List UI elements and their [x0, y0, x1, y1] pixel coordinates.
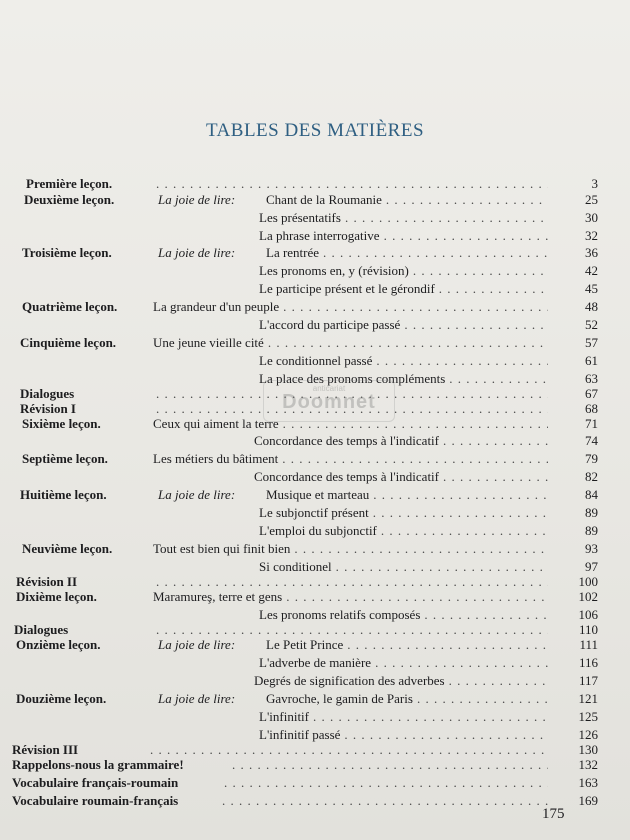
toc-entry — [259, 353, 552, 369]
toc-row — [0, 637, 630, 655]
toc-entry-title: Les métiers du bâtiment — [153, 451, 279, 466]
dot-leader — [413, 263, 548, 279]
page-title: TABLES DES MATIÈRES — [205, 120, 425, 141]
toc-page-number: 63 — [585, 371, 598, 386]
toc-page-number: 100 — [578, 574, 598, 589]
toc-entry — [259, 210, 552, 226]
dot-leader — [156, 622, 548, 638]
toc-page-number: 82 — [585, 469, 598, 484]
toc-row — [0, 589, 630, 607]
dot-leader — [336, 559, 548, 575]
dot-leader — [344, 727, 548, 743]
toc-page-number: 68 — [585, 401, 598, 416]
toc-row — [0, 299, 630, 317]
watermark-small-text: anticariat — [312, 384, 346, 393]
toc-entry-title: Maramureş, terre et gens — [153, 589, 283, 604]
toc-entry-title: Musique et marteau — [266, 487, 370, 502]
toc-entry — [152, 176, 552, 192]
toc-entry-title: Concordance des temps à l'indicatif — [254, 433, 440, 448]
toc-entry-title: Concordance des temps à l'indicatif — [254, 469, 440, 484]
watermark-stamp — [263, 380, 395, 422]
toc-page-number: 3 — [591, 176, 598, 191]
toc-row — [0, 353, 630, 371]
toc-row — [0, 487, 630, 505]
toc-entry-title: Les pronoms en, y (révision) — [259, 263, 409, 278]
toc-entry — [254, 433, 552, 449]
dot-leader — [449, 371, 548, 387]
toc-page-number: 71 — [585, 416, 598, 431]
toc-entry-title: L'adverbe de manière — [259, 655, 372, 670]
toc-lesson-label: Révision II — [16, 574, 78, 589]
toc-entry-title: Le conditionnel passé — [259, 353, 373, 368]
toc-page-number: 121 — [578, 691, 598, 706]
toc-entry-title: Les pronoms relatifs composés — [259, 607, 421, 622]
toc-page-number: 117 — [578, 673, 598, 688]
dot-leader — [150, 742, 548, 758]
toc-row — [0, 793, 630, 811]
toc-lesson-label: Cinquième leçon. — [20, 335, 117, 350]
toc-entry — [259, 607, 552, 623]
toc-lesson-label: Dialogues — [20, 386, 75, 401]
dot-leader — [232, 757, 548, 773]
toc-page-number: 30 — [585, 210, 598, 225]
dot-leader — [268, 335, 548, 351]
dot-leader — [386, 192, 548, 208]
toc-row — [0, 655, 630, 673]
toc-entry-title: Le Petit Prince — [266, 637, 344, 652]
dot-leader — [373, 505, 548, 521]
toc-page-number: 163 — [578, 775, 598, 790]
toc-lesson-label: Révision I — [20, 401, 76, 416]
toc-page-number: 42 — [585, 263, 598, 278]
toc-row — [0, 245, 630, 263]
toc-entry-title: Les présentatifs — [259, 210, 341, 225]
toc-row — [0, 505, 630, 523]
toc-entry-title: Si conditionel — [259, 559, 332, 574]
toc-entry — [153, 299, 552, 315]
toc-row — [0, 263, 630, 281]
toc-row — [0, 451, 630, 469]
toc-page-number: 89 — [585, 523, 598, 538]
dot-leader — [376, 353, 548, 369]
toc-row — [0, 317, 630, 335]
toc-row — [0, 281, 630, 299]
toc-row — [0, 775, 630, 793]
toc-entry — [152, 574, 552, 590]
dot-leader — [283, 299, 548, 315]
toc-entry — [259, 559, 552, 575]
toc-lesson-label: Septième leçon. — [22, 451, 108, 466]
toc-page-number: 97 — [585, 559, 598, 574]
toc-page-number: 52 — [585, 317, 598, 332]
toc-page-number: 48 — [585, 299, 598, 314]
toc-reading-prefix: La joie de lire: — [158, 637, 236, 652]
toc-entry — [259, 317, 552, 333]
toc-lesson-label: Deuxième leçon. — [24, 192, 115, 207]
toc-entry — [259, 281, 552, 297]
toc-lesson-label: Vocabulaire roumain-français — [12, 793, 179, 808]
toc-entry — [266, 637, 552, 653]
toc-entry — [259, 263, 552, 279]
toc-page-number: 116 — [578, 655, 598, 670]
dot-leader — [417, 691, 548, 707]
dot-leader — [439, 281, 548, 297]
toc-row — [0, 709, 630, 727]
toc-entry-title: La grandeur d'un peuple — [153, 299, 280, 314]
toc-entry-title: L'infinitif passé — [259, 727, 341, 742]
toc-page-number: 102 — [578, 589, 598, 604]
toc-row — [0, 691, 630, 709]
toc-page-number: 111 — [579, 637, 598, 652]
toc-page-number: 57 — [585, 335, 598, 350]
toc-lesson-label: Rappelons-nous la grammaire! — [12, 757, 184, 772]
toc-entry-title: La phrase interrogative — [259, 228, 380, 243]
dot-leader — [294, 541, 548, 557]
dot-leader — [424, 607, 548, 623]
toc-row — [0, 523, 630, 541]
toc-entry — [266, 245, 552, 261]
toc-entry — [153, 335, 552, 351]
toc-row — [0, 335, 630, 353]
toc-entry — [153, 541, 552, 557]
toc-page-number: 79 — [585, 451, 598, 466]
toc-page-number: 32 — [585, 228, 598, 243]
dot-leader — [222, 793, 548, 809]
toc-entry-title: Ceux qui aiment la terre — [153, 416, 279, 431]
toc-entry — [218, 793, 552, 809]
toc-page-number: 36 — [585, 245, 598, 260]
toc-page-number: 89 — [585, 505, 598, 520]
toc-row — [0, 757, 630, 775]
toc-entry — [259, 228, 552, 244]
toc-lesson-label: Troisième leçon. — [22, 245, 112, 260]
toc-reading-prefix: La joie de lire: — [158, 192, 236, 207]
toc-entry-title: L'emploi du subjonctif — [259, 523, 377, 538]
toc-page-number: 93 — [585, 541, 598, 556]
toc-entry-title: L'accord du participe passé — [259, 317, 401, 332]
toc-row — [0, 192, 630, 210]
toc-entry — [266, 487, 552, 503]
toc-page-number: 126 — [578, 727, 598, 742]
toc-lesson-label: Douzième leçon. — [16, 691, 107, 706]
toc-page-number: 84 — [585, 487, 598, 502]
toc-page-number: 25 — [585, 192, 598, 207]
dot-leader — [375, 655, 548, 671]
toc-lesson-label: Sixième leçon. — [22, 416, 101, 431]
dot-leader — [313, 709, 548, 725]
dot-leader — [381, 523, 548, 539]
dot-leader — [443, 433, 548, 449]
toc-entry-title: Tout est bien qui finit bien — [153, 541, 291, 556]
toc-page-number: 130 — [578, 742, 598, 757]
dot-leader — [347, 637, 548, 653]
page-number: 175 — [542, 806, 565, 822]
toc-entry — [153, 451, 552, 467]
toc-row — [0, 210, 630, 228]
toc-reading-prefix: La joie de lire: — [158, 245, 236, 260]
dot-leader — [286, 589, 548, 605]
toc-lesson-label: Dixième leçon. — [16, 589, 97, 604]
dot-leader — [443, 469, 548, 485]
dot-leader — [156, 574, 548, 590]
toc-row — [0, 433, 630, 451]
toc-entry — [254, 673, 552, 689]
toc-entry — [254, 469, 552, 485]
toc-lesson-label: Dialogues — [14, 622, 69, 637]
dot-leader — [404, 317, 548, 333]
dot-leader — [224, 775, 548, 791]
toc-row — [0, 673, 630, 691]
toc-entry-title: La rentrée — [266, 245, 320, 260]
toc-page-number: 74 — [585, 433, 598, 448]
toc-page-number: 61 — [585, 353, 598, 368]
toc-entry — [266, 691, 552, 707]
toc-entry — [259, 727, 552, 743]
toc-lesson-label: Neuvième leçon. — [22, 541, 113, 556]
toc-page-number: 67 — [585, 386, 598, 401]
toc-entry — [228, 757, 552, 773]
toc-lesson-label: Quatrième leçon. — [22, 299, 118, 314]
toc-lesson-label: Première leçon. — [26, 176, 113, 191]
toc-entry-title: Gavroche, le gamin de Paris — [266, 691, 413, 706]
toc-entry — [146, 742, 552, 758]
toc-lesson-label: Onzième leçon. — [16, 637, 101, 652]
toc-entry-title: Le subjonctif présent — [259, 505, 369, 520]
dot-leader — [156, 176, 548, 192]
watermark-big-text: Doomnet — [282, 391, 376, 413]
toc-page-number: 125 — [578, 709, 598, 724]
toc-entry — [153, 589, 552, 605]
dot-leader — [373, 487, 548, 503]
dot-leader — [323, 245, 548, 261]
toc-reading-prefix: La joie de lire: — [158, 691, 236, 706]
toc-page-number: 106 — [578, 607, 598, 622]
toc-entry — [259, 505, 552, 521]
toc-entry-title: Chant de la Roumanie — [266, 192, 382, 207]
dot-leader — [449, 673, 548, 689]
toc-page-number: 132 — [578, 757, 598, 772]
toc-entry-title: Le participe présent et le gérondif — [259, 281, 435, 296]
toc-entry-title: Une jeune vieille cité — [153, 335, 264, 350]
toc-entry — [259, 655, 552, 671]
toc-page-number: 110 — [578, 622, 598, 637]
toc-entry — [259, 709, 552, 725]
toc-row — [0, 469, 630, 487]
toc-entry — [152, 622, 552, 638]
toc-entry-title: Degrés de signification des adverbes — [254, 673, 445, 688]
toc-row — [0, 228, 630, 246]
toc-entry — [259, 523, 552, 539]
toc-reading-prefix: La joie de lire: — [158, 487, 236, 502]
toc-page-number: 45 — [585, 281, 598, 296]
toc-row — [0, 541, 630, 559]
toc-entry — [266, 192, 552, 208]
dot-leader — [384, 228, 548, 244]
toc-entry-title: La place des pronoms compléments — [259, 371, 446, 386]
toc-page-number: 169 — [578, 793, 598, 808]
toc-entry — [220, 775, 552, 791]
toc-lesson-label: Huitième leçon. — [20, 487, 107, 502]
toc-lesson-label: Révision III — [12, 742, 79, 757]
toc-entry-title: L'infinitif — [259, 709, 310, 724]
dot-leader — [345, 210, 548, 226]
dot-leader — [282, 451, 548, 467]
toc-lesson-label: Vocabulaire français-roumain — [12, 775, 179, 790]
